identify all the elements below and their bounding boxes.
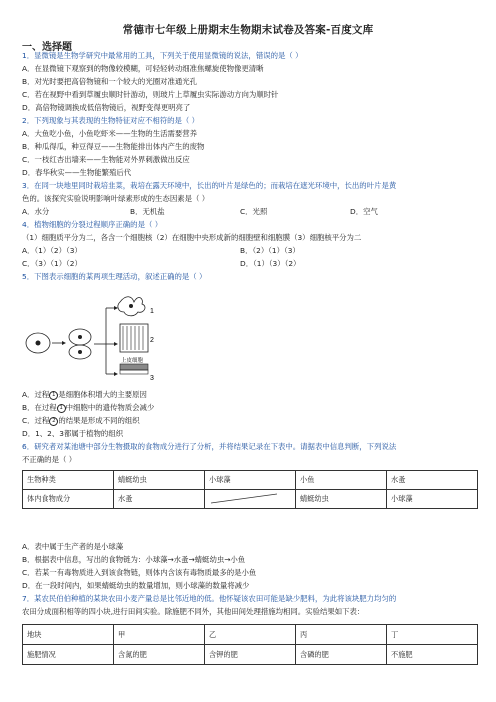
table-cell: 地块 <box>23 625 114 645</box>
question-4-stem: 4．植物细胞的分裂过程顺序正确的是（ ） <box>22 220 163 229</box>
question-3-stem-line-1: 3．在同一块地里同时栽培韭菜，栽培在露天环境中，长出的叶片是绿色的；而栽培在遮光环境中，长出的叶片是黄 <box>22 181 397 190</box>
table-cell: 甲 <box>114 625 205 645</box>
question-5-option-b: B．在过程 1 中细胞中的遗传物质会减少 <box>22 403 155 412</box>
circled-number: 2 <box>49 417 58 426</box>
food-table <box>22 470 478 509</box>
table-cell: 体内食物成分 <box>23 490 114 509</box>
question-6-option-c: C．若某一有毒物质进入到该食物链，则体内含该有毒物质最多的是小鱼 <box>22 568 257 577</box>
question-5-option-a: A．过程 1 是细胞体积增大的主要原因 <box>22 390 147 399</box>
cell-division-figure <box>22 286 162 386</box>
figure-label-1: 1 <box>150 308 154 315</box>
section-heading: 一、选择题 <box>22 42 72 53</box>
table-cell: 水蚤 <box>114 490 205 509</box>
question-7-stem-line-1: 7．某农民伯伯种植的某块农田小麦产量总是比邻近地的低。他怀疑该农田可能是缺少肥料，为此将该块肥力均匀的 <box>22 594 397 603</box>
question-4-option-c: C．（3）（1）（2） <box>22 259 82 268</box>
question-7-stem-line-2: 农田分成面积相等的四小块,进行田间实验。除施肥不同外，其他田间处理措施均相同。实验结果如下表： <box>22 607 365 616</box>
table-cell: 含钾的肥 <box>205 645 296 665</box>
figure-label-epithelium: 上皮细胞 <box>121 358 144 364</box>
table-row <box>23 625 478 645</box>
table-cell: 小球藻 <box>205 471 296 490</box>
table-cell: 不施肥 <box>387 645 478 665</box>
table-cell: 蜻蜓幼虫 <box>296 490 387 509</box>
question-1-stem: 1．显微镜是生物学研究中最常用的工具，下列关于使用显微镜的说法，错误的是（ ） <box>22 51 303 60</box>
circled-number: 1 <box>57 404 66 413</box>
table-cell: 乙 <box>205 625 296 645</box>
question-3-option-b: B．无机盐 <box>130 207 165 216</box>
question-4-option-a: A．（1）（2）（3） <box>22 246 82 255</box>
question-3-option-a: A．水分 <box>22 207 50 216</box>
table-cell: 含磷的肥 <box>296 645 387 665</box>
table-cell: 小鱼 <box>296 471 387 490</box>
table-row <box>23 645 478 665</box>
question-3-stem-line-2: 色的。该探究实验说明影响叶绿素形成的生态因素是（ ） <box>22 194 210 203</box>
question-4-option-b: B．（2）（1）（3） <box>240 246 300 255</box>
table-cell: 施肥情况 <box>23 645 114 665</box>
question-6-option-b: B．根据表中信息，写出的食物链为：小球藻→水蚤→蜻蜓幼虫→小鱼 <box>22 555 246 564</box>
question-4-option-d: D．（1）（3）（2） <box>240 259 301 268</box>
question-2-option-b: B．种瓜得瓜，种豆得豆——生物能排出体内产生的废物 <box>22 142 205 151</box>
table-cell: 生物种类 <box>23 471 114 490</box>
fertilizer-table <box>22 624 478 665</box>
table-row <box>23 490 478 509</box>
question-4-steps: （1）细胞质平分为二，各含一个细胞核（2）在细胞中央形成新的细胞壁和细胞膜（3）细胞核平分为二 <box>22 233 362 242</box>
question-2-option-d: D．春华秋实——生物能繁殖后代 <box>22 168 132 177</box>
question-5-stem: 5．下图表示细胞的某两项生理活动，叙述正确的是（ ） <box>22 272 207 281</box>
document-title: 常德市七年级上册期末生物期末试卷及答案-百度文库 <box>122 24 374 36</box>
question-5-option-c: C．过程 2 的结果是形成不同的组织 <box>22 416 140 425</box>
question-1-option-a: A．在显微镜下观察到的物像较模糊，可轻轻转动细准焦螺旋使物像更清晰 <box>22 64 264 73</box>
question-1-option-d: D．高倍物镜调换成低倍物镜后，视野变得更明亮了 <box>22 103 191 112</box>
table-row <box>23 471 478 490</box>
figure-label-3: 3 <box>150 375 154 382</box>
question-3-option-d: D．空气 <box>350 207 378 216</box>
question-1-option-b: B．对光时要把高倍物镜和一个较大的光圈对准通光孔 <box>22 77 198 86</box>
question-1-option-c: C．若在视野中看到草履虫顺时针游动，则玻片上草履虫实际游动方向为顺时针 <box>22 90 279 99</box>
table-cell: 含氮的肥 <box>114 645 205 665</box>
table-cell: 水蚤 <box>387 471 478 490</box>
diagonal-stroke <box>209 492 279 504</box>
question-3-option-c: C．光照 <box>240 207 268 216</box>
table-cell: 小球藻 <box>387 490 478 509</box>
question-2-option-a: A．大鱼吃小鱼，小鱼吃虾米——生物的生活需要营养 <box>22 129 198 138</box>
table-cell: 丙 <box>296 625 387 645</box>
table-cell <box>205 490 296 509</box>
question-6-stem-line-2: 不正确的是（ ） <box>22 455 77 464</box>
question-2-option-c: C．一枝红杏出墙来——生物能对外界刺激做出反应 <box>22 155 190 164</box>
question-5-option-d: D．1、2、3都属于植物的组织 <box>22 429 124 438</box>
table-cell: 丁 <box>387 625 478 645</box>
circled-number: 1 <box>49 391 58 400</box>
question-6-stem-line-1: 6．研究者对某池塘中部分生物摄取的食物成分进行了分析，并将结果记录在下表中。请据表中信息判断，下列说法 <box>22 442 397 451</box>
question-6-option-d: D．在一段时间内，如果蜻蜓幼虫的数量增加，则小球藻的数量将减少 <box>22 581 250 590</box>
figure-label-2: 2 <box>150 337 154 344</box>
question-2-stem: 2．下列现象与其表现的生物特征对应不相符的是（ ） <box>22 116 200 125</box>
question-6-option-a: A．表中属于生产者的是小球藻 <box>22 542 124 551</box>
table-cell: 蜻蜓幼虫 <box>114 471 205 490</box>
